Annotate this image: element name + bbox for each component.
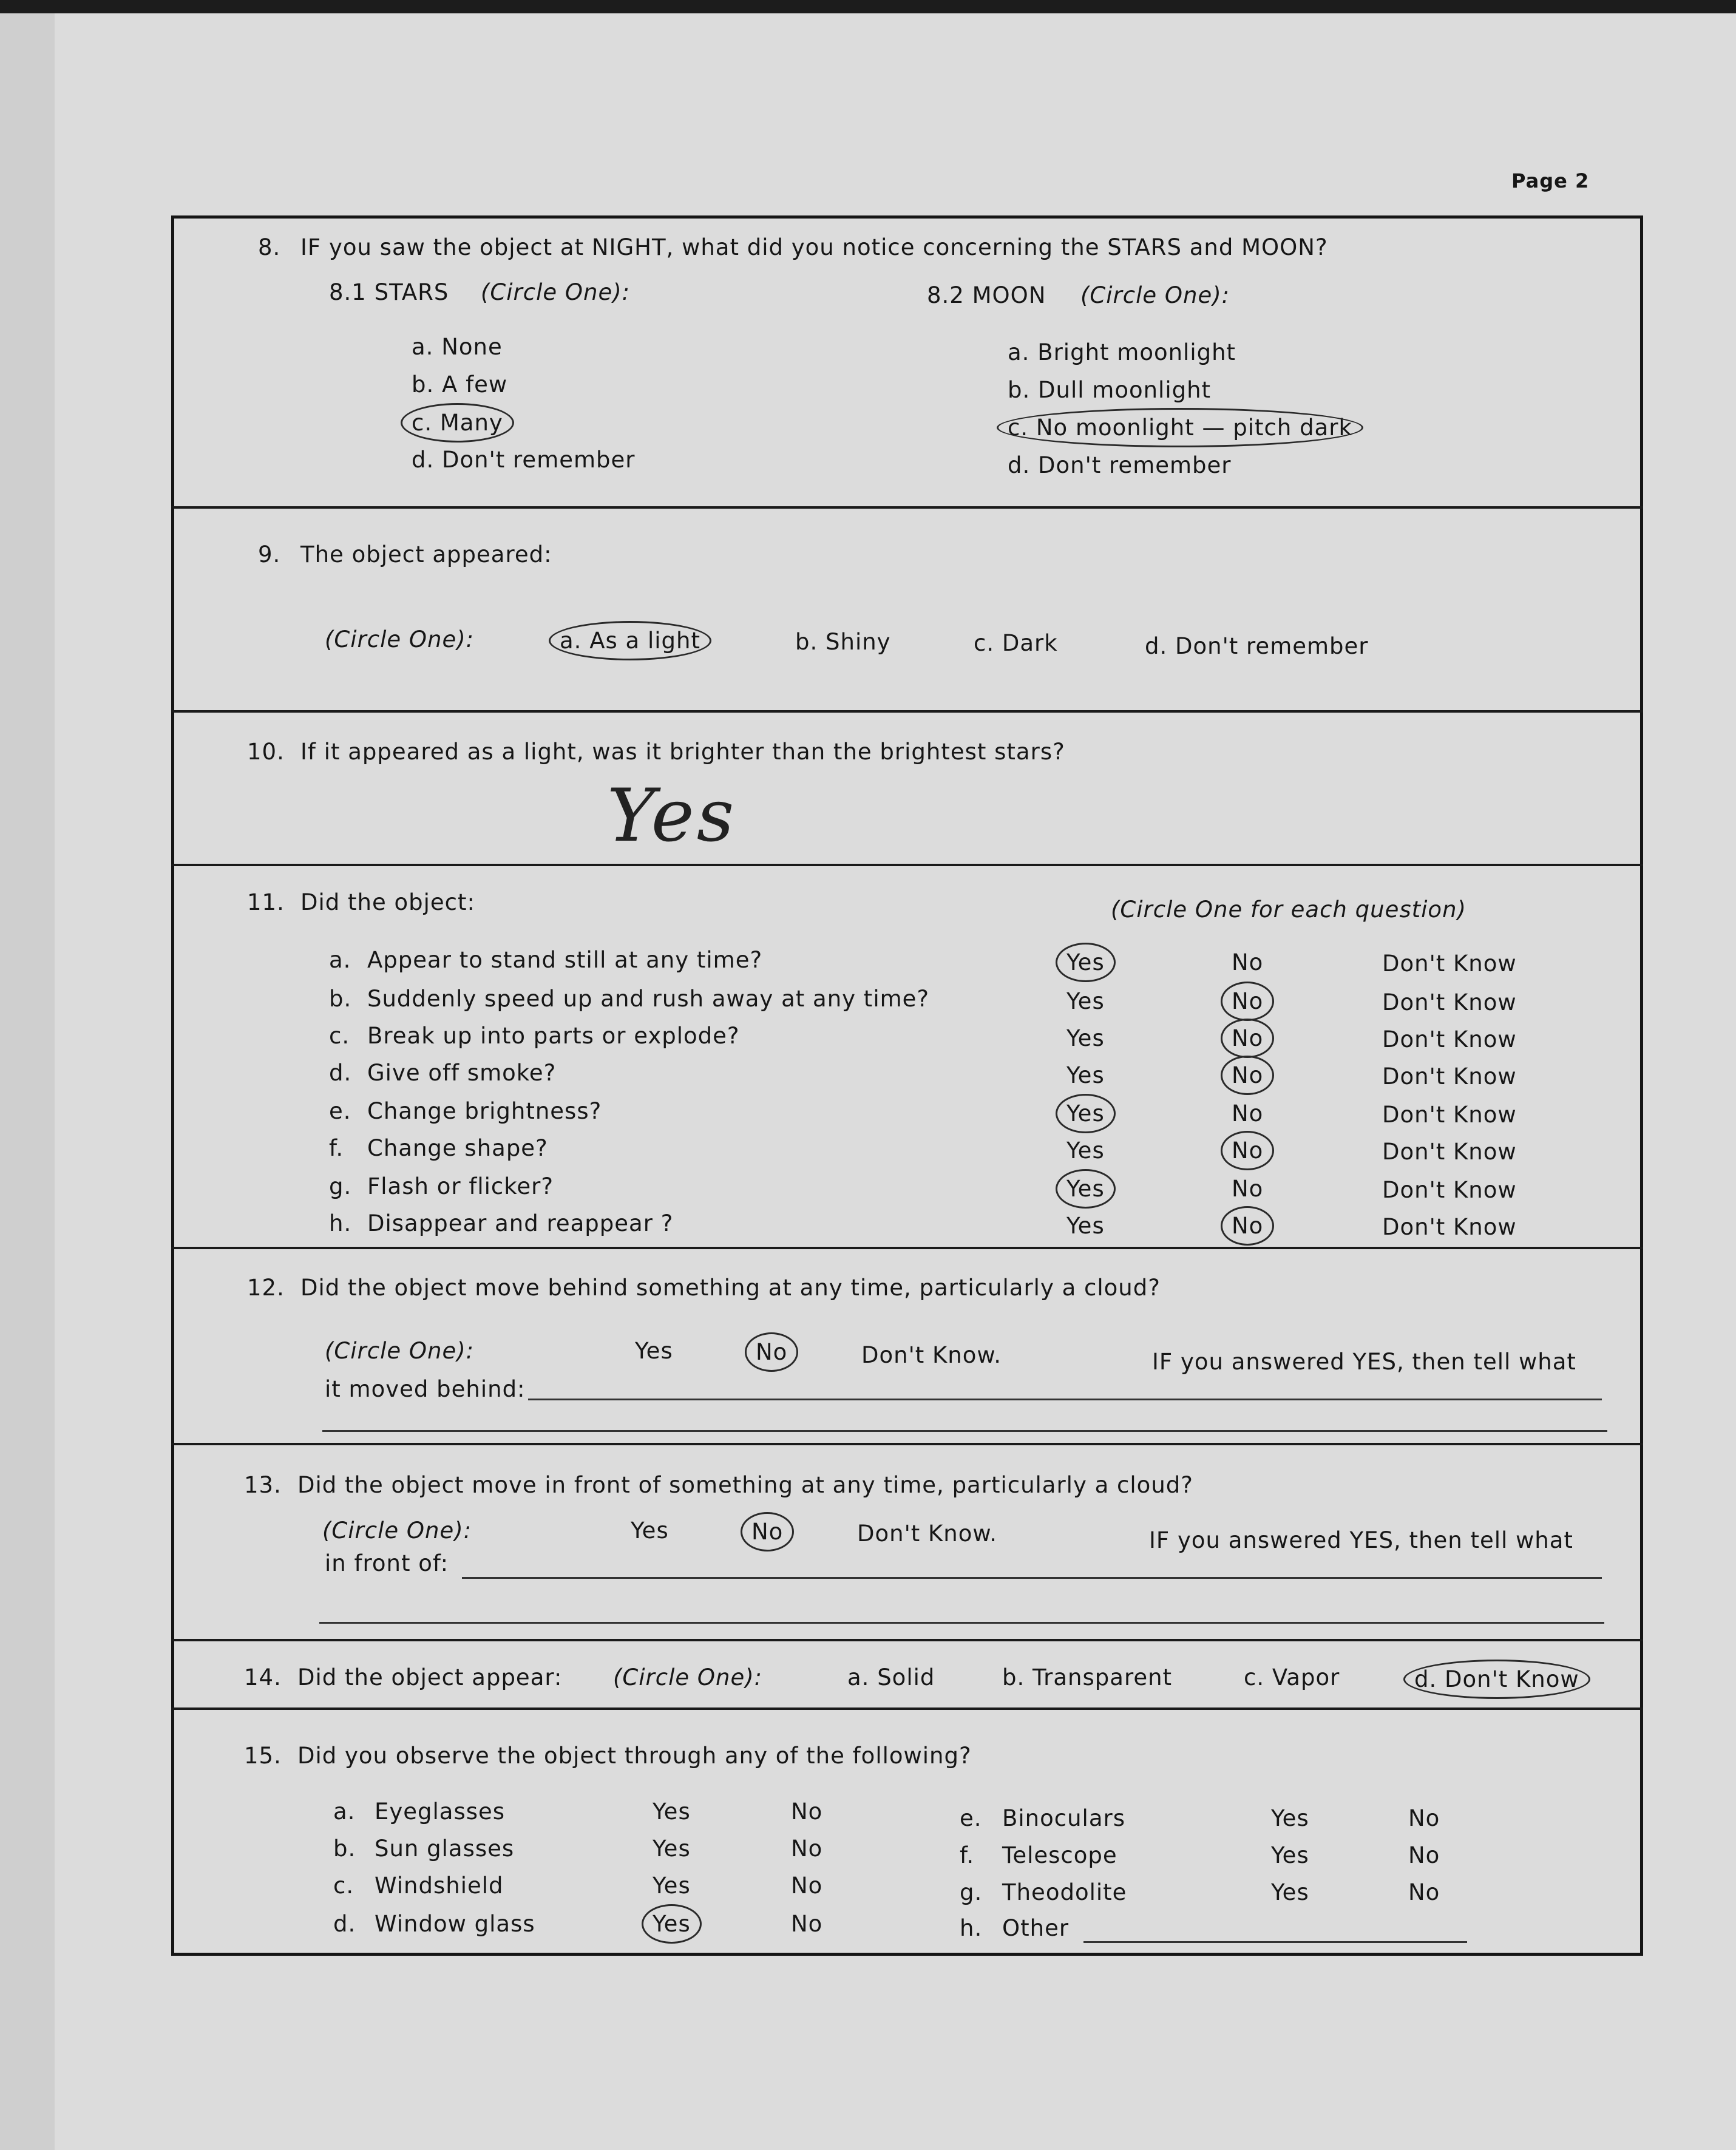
q15-item-label: Sun glasses	[375, 1836, 515, 1862]
moon-option-a[interactable]: a. Bright moonlight	[1008, 339, 1236, 365]
q15-other-field[interactable]	[1083, 1941, 1467, 1943]
q11-row-dont-know[interactable]: Don't Know	[1382, 951, 1517, 977]
q11-row-letter: g.	[329, 1173, 352, 1199]
q11-row-dont-know[interactable]: Don't Know	[1382, 1177, 1517, 1203]
stars-option-a[interactable]: a. None	[412, 334, 503, 360]
q15-item-yes[interactable]: Yes	[653, 1836, 691, 1862]
section-divider	[171, 1707, 1643, 1710]
q9-question: The object appeared:	[300, 541, 552, 568]
q11-row-letter: c.	[329, 1023, 350, 1049]
q15-item-letter: h.	[960, 1915, 983, 1941]
q11-row-question: Change brightness?	[367, 1098, 602, 1124]
q8-1-stars-label: 8.1 STARS	[329, 279, 449, 305]
q11-row-question: Appear to stand still at any time?	[367, 947, 763, 973]
q13-number: 13.	[244, 1472, 282, 1498]
q11-row-dont-know[interactable]: Don't Know	[1382, 1026, 1517, 1053]
q15-item-letter: g.	[960, 1879, 983, 1905]
q15-item-yes[interactable]: Yes	[1271, 1879, 1309, 1905]
section-divider	[171, 1443, 1643, 1445]
q15-number: 15.	[244, 1743, 282, 1769]
q11-row-no-circled[interactable]: No	[1232, 1213, 1264, 1239]
q11-row-letter: e.	[329, 1098, 351, 1124]
page-number: Page 2	[1511, 169, 1590, 192]
q11-row-yes[interactable]: Yes	[1066, 988, 1105, 1014]
q15-item-letter: a.	[333, 1799, 356, 1825]
q15-item-yes[interactable]: Yes	[653, 1799, 691, 1825]
q15-item-label: Window glass	[375, 1911, 535, 1937]
q11-row-yes-circled[interactable]: Yes	[1066, 1176, 1105, 1202]
q15-item-yes[interactable]: Yes	[1271, 1842, 1309, 1868]
moon-option-d[interactable]: d. Don't remember	[1008, 452, 1232, 478]
q15-item-letter: b.	[333, 1836, 356, 1862]
q11-row-letter: h.	[329, 1210, 352, 1236]
q11-row-no-circled[interactable]: No	[1232, 988, 1264, 1014]
q11-row-no-circled[interactable]: No	[1232, 1138, 1264, 1164]
q11-question: Did the object:	[300, 889, 475, 915]
q12-followup-label: it moved behind:	[325, 1376, 526, 1402]
q15-item-label: Other	[1002, 1915, 1070, 1941]
q11-row-dont-know[interactable]: Don't Know	[1382, 1102, 1517, 1128]
q15-item-label: Binoculars	[1002, 1805, 1125, 1831]
q11-row-dont-know[interactable]: Don't Know	[1382, 1063, 1517, 1090]
q11-number: 11.	[247, 889, 285, 915]
q14-option-a[interactable]: a. Solid	[847, 1664, 935, 1690]
q14-option-c[interactable]: c. Vapor	[1244, 1664, 1340, 1690]
q12-yes[interactable]: Yes	[635, 1338, 673, 1364]
q13-followup-label: in front of:	[325, 1550, 449, 1576]
q11-row-yes[interactable]: Yes	[1066, 1062, 1105, 1088]
q13-followup-field-line2[interactable]	[319, 1622, 1604, 1624]
q15-item-no[interactable]: No	[791, 1873, 823, 1899]
q11-row-no-circled[interactable]: No	[1232, 1025, 1264, 1051]
q10-question: If it appeared as a light, was it brighter than the brightest stars?	[300, 739, 1065, 765]
q10-handwritten-answer[interactable]: Yes	[607, 774, 737, 858]
q11-row-letter: f.	[329, 1135, 344, 1161]
moon-option-b[interactable]: b. Dull moonlight	[1008, 377, 1212, 403]
q13-instruction: (Circle One):	[322, 1518, 472, 1544]
q9-option-a-circled[interactable]: a. As a light	[560, 628, 700, 654]
q11-row-no[interactable]: No	[1232, 1176, 1264, 1202]
q15-item-no[interactable]: No	[1408, 1879, 1440, 1905]
q9-option-d[interactable]: d. Don't remember	[1145, 633, 1369, 659]
q13-dont-know[interactable]: Don't Know.	[857, 1521, 997, 1547]
q8-number: 8.	[258, 234, 281, 260]
q11-row-question: Give off smoke?	[367, 1060, 557, 1086]
q11-row-yes-circled[interactable]: Yes	[1066, 1100, 1105, 1127]
q11-row-no-circled[interactable]: No	[1232, 1062, 1264, 1088]
q14-instruction: (Circle One):	[613, 1664, 763, 1690]
q15-item-no[interactable]: No	[791, 1799, 823, 1825]
q14-question: Did the object appear:	[297, 1664, 563, 1690]
q10-number: 10.	[247, 739, 285, 765]
q8-1-instruction: (Circle One):	[481, 279, 631, 305]
q12-dont-know[interactable]: Don't Know.	[861, 1342, 1002, 1368]
q11-row-question: Flash or flicker?	[367, 1173, 554, 1199]
q13-question: Did the object move in front of something at any time, particularly a cloud?	[297, 1472, 1193, 1498]
q12-instruction: (Circle One):	[325, 1338, 475, 1364]
q11-row-question: Disappear and reappear ?	[367, 1210, 674, 1236]
q9-option-c[interactable]: c. Dark	[974, 630, 1058, 656]
q15-item-letter: e.	[960, 1805, 982, 1831]
q11-row-yes[interactable]: Yes	[1066, 1138, 1105, 1164]
q11-row-yes[interactable]: Yes	[1066, 1025, 1105, 1051]
q15-question: Did you observe the object through any of the following?	[297, 1743, 972, 1769]
q14-option-d-circled[interactable]: d. Don't Know	[1414, 1666, 1579, 1692]
q11-instruction: (Circle One for each question)	[1111, 897, 1466, 923]
q11-row-letter: b.	[329, 986, 352, 1012]
q15-item-label: Windshield	[375, 1873, 504, 1899]
q8-2-moon-label: 8.2 MOON	[927, 282, 1046, 308]
q14-number: 14.	[244, 1664, 282, 1690]
q15-item-label: Theodolite	[1002, 1879, 1127, 1905]
q11-row-yes[interactable]: Yes	[1066, 1213, 1105, 1239]
q15-item-yes[interactable]: Yes	[1271, 1805, 1309, 1831]
q13-followup-prompt: IF you answered YES, then tell what	[1149, 1527, 1573, 1553]
q11-row-question: Break up into parts or explode?	[367, 1023, 740, 1049]
q12-number: 12.	[247, 1275, 285, 1301]
scan-margin	[0, 13, 55, 2150]
q11-row-dont-know[interactable]: Don't Know	[1382, 1139, 1517, 1165]
q11-row-dont-know[interactable]: Don't Know	[1382, 989, 1517, 1016]
q8-2-instruction: (Circle One):	[1080, 282, 1230, 308]
q11-row-letter: d.	[329, 1060, 352, 1086]
q12-followup-field-line2[interactable]	[322, 1430, 1607, 1432]
q11-row-no[interactable]: No	[1232, 1100, 1264, 1127]
q8-question: IF you saw the object at NIGHT, what did you notice concerning the STARS and MOON?	[300, 234, 1328, 260]
q12-question: Did the object move behind something at any time, particularly a cloud?	[300, 1275, 1161, 1301]
q12-no-circled[interactable]: No	[756, 1339, 788, 1365]
stars-option-b[interactable]: b. A few	[412, 371, 508, 398]
q11-row-question: Suddenly speed up and rush away at any time?	[367, 986, 930, 1012]
q15-item-yes[interactable]: Yes	[653, 1873, 691, 1899]
section-divider	[171, 1247, 1643, 1249]
q15-item-letter: d.	[333, 1911, 356, 1937]
stars-option-c-circled[interactable]: c. Many	[412, 410, 503, 436]
section-divider	[171, 1639, 1643, 1641]
q9-number: 9.	[258, 541, 281, 568]
q15-item-letter: c.	[333, 1873, 354, 1899]
section-divider	[171, 864, 1643, 866]
q15-item-no[interactable]: No	[1408, 1842, 1440, 1868]
section-divider	[171, 506, 1643, 509]
q9-instruction: (Circle One):	[325, 626, 475, 653]
section-divider	[171, 710, 1643, 713]
q12-followup-field[interactable]	[528, 1399, 1602, 1400]
q15-item-yes-circled[interactable]: Yes	[653, 1911, 691, 1937]
q14-option-b[interactable]: b. Transparent	[1002, 1664, 1173, 1690]
stars-option-d[interactable]: d. Don't remember	[412, 447, 636, 473]
q11-row-letter: a.	[329, 947, 351, 973]
q13-followup-field[interactable]	[462, 1577, 1602, 1579]
q11-row-yes-circled[interactable]: Yes	[1066, 949, 1105, 975]
q15-item-letter: f.	[960, 1842, 975, 1868]
q11-row-no[interactable]: No	[1232, 949, 1264, 975]
q12-followup-prompt: IF you answered YES, then tell what	[1152, 1349, 1576, 1375]
q15-item-label: Telescope	[1002, 1842, 1117, 1868]
q15-item-no[interactable]: No	[791, 1836, 823, 1862]
moon-option-c-circled[interactable]: c. No moonlight — pitch dark	[1008, 415, 1352, 441]
q15-item-no[interactable]: No	[791, 1911, 823, 1937]
q11-row-dont-know[interactable]: Don't Know	[1382, 1214, 1517, 1240]
q15-item-no[interactable]: No	[1408, 1805, 1440, 1831]
q9-option-b[interactable]: b. Shiny	[795, 629, 891, 655]
q15-item-label: Eyeglasses	[375, 1799, 506, 1825]
q13-no-circled[interactable]: No	[751, 1519, 784, 1545]
q13-yes[interactable]: Yes	[631, 1518, 669, 1544]
q11-row-question: Change shape?	[367, 1135, 548, 1161]
